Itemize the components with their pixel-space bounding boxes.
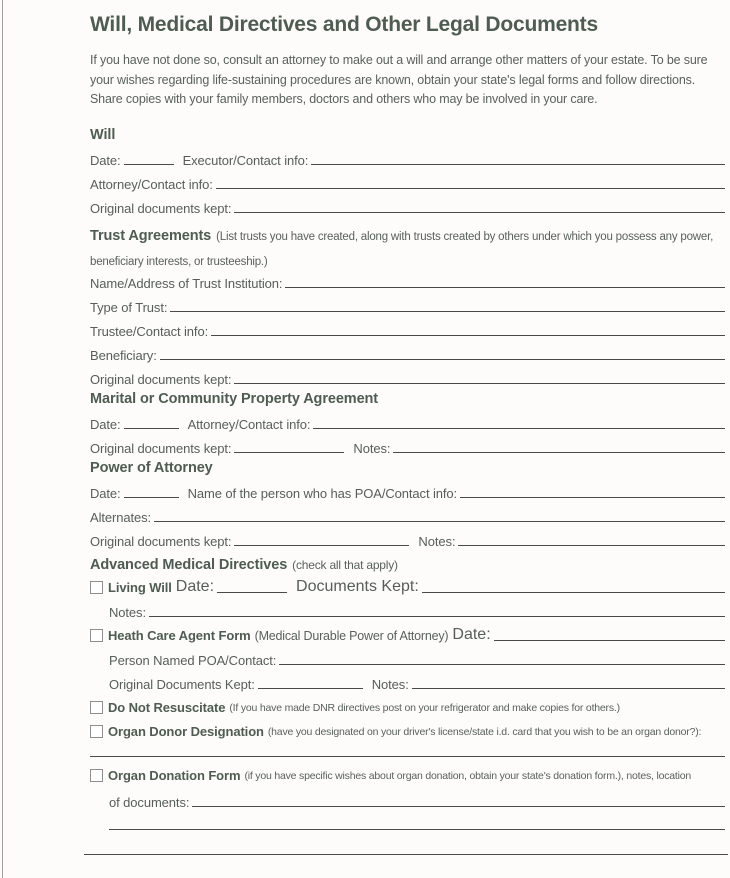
organ-donor-answer-row [90,741,725,761]
will-executor-label: Executor/Contact info: [182,152,309,168]
health-care-agent-docs-label: Original Documents Kept: [109,676,255,692]
marital-attorney-label: Attorney/Contact info: [187,416,311,432]
intro-line: your wishes regarding life-sustaining procedures are known, obtain your state's legal forms and follow directions. [90,72,696,87]
trust-type-label: Type of Trust: [90,299,168,315]
trust-beneficiary-label: Beneficiary: [90,347,157,363]
organ-donor-note: (have you designated on your driver's license/state i.d. card that you wish to be an organ donor?): [267,725,702,738]
poa-section-heading: Power of Attorney [90,459,213,476]
marital-original-docs-field[interactable] [234,452,344,453]
organ-donation-form-note: (if you have specific wishes about organ donation, obtain your state's donation form.), notes, location [244,769,692,782]
living-will-checkbox[interactable] [90,581,103,594]
dnr-note: (If you have made DNR directives post on your refrigerator and make copies for others.) [229,701,620,714]
health-care-agent-person-row [109,645,725,669]
organ-donation-of-documents-row [109,785,725,811]
dnr-row [90,693,725,717]
organ-donor-row [90,717,725,741]
poa-date-field[interactable] [124,497,179,498]
will-executor-field[interactable] [311,164,725,165]
amd-heading-note: (check all that apply) [292,557,398,572]
health-care-agent-notes-field[interactable] [412,688,725,689]
living-will-docs-kept-label: Documents Kept: [296,577,419,595]
intro-line: If you have not done so, consult an attorney to make out a will and arrange other matters of your estate. To be sure [90,53,708,67]
will-date-row [90,145,725,169]
living-will-label: Living Will [108,579,172,595]
organ-donor-label: Organ Donor Designation [108,723,264,739]
trust-type-field[interactable] [170,311,725,312]
trust-trustee-field[interactable] [211,335,725,336]
organ-donation-form-label: Organ Donation Form [108,767,241,783]
health-care-agent-row [90,621,725,645]
health-care-agent-checkbox[interactable] [90,629,103,642]
trust-heading-note: (List trusts you have created, along with trusts created by others under which you possess any power, [216,230,714,243]
organ-donation-notes-field[interactable] [109,829,725,830]
health-care-agent-docs-row [109,669,725,693]
will-date-label: Date: [90,152,121,168]
trust-trustee-label: Trustee/Contact info: [90,323,209,339]
health-care-agent-note: (Medical Durable Power of Attorney) [254,628,449,643]
intro-line: Share copies with your family members, doctors and others who may be involved in your care. [90,92,598,106]
trust-original-docs-row [90,364,725,388]
dnr-checkbox[interactable] [90,701,103,714]
will-attorney-field[interactable] [216,188,725,189]
health-care-agent-date-label: Date: [452,625,491,643]
health-care-agent-person-field[interactable] [279,664,725,665]
trust-name-address-row [90,268,725,292]
poa-original-docs-field[interactable] [234,545,409,546]
poa-alternates-row [90,502,725,526]
will-date-field[interactable] [124,164,174,165]
poa-person-field[interactable] [460,497,725,498]
trust-type-row [90,292,725,316]
amd-section-heading [90,552,725,573]
poa-date-label: Date: [90,485,121,501]
health-care-agent-label: Heath Care Agent Form [108,627,251,643]
living-will-date-field[interactable] [217,592,287,593]
trust-original-docs-label: Original documents kept: [90,371,232,387]
trust-trustee-row [90,316,725,340]
living-will-docs-kept-field[interactable] [422,592,725,593]
health-care-agent-docs-field[interactable] [258,688,363,689]
poa-notes-label: Notes: [418,533,456,549]
poa-original-docs-label: Original documents kept: [90,533,232,549]
bottom-notes-row [84,834,728,859]
trust-name-address-label: Name/Address of Trust Institution: [90,275,283,291]
living-will-notes-row [109,597,725,621]
of-documents-field[interactable] [192,806,725,807]
will-original-docs-row [90,193,725,217]
poa-alternates-label: Alternates: [90,509,152,525]
organ-donor-answer-field[interactable] [90,756,725,757]
living-will-notes-label: Notes: [109,604,146,620]
poa-date-row [90,478,725,502]
organ-donation-form-checkbox[interactable] [90,769,103,782]
trust-beneficiary-row [90,340,725,364]
marital-attorney-field[interactable] [313,428,725,429]
health-care-agent-person-label: Person Named POA/Contact: [109,652,277,668]
organ-donation-form-row [90,761,725,785]
marital-date-row [90,409,725,433]
marital-date-field[interactable] [124,428,179,429]
living-will-date-label: Date: [175,577,215,595]
health-care-agent-notes-label: Notes: [371,676,409,692]
living-will-notes-field[interactable] [149,616,725,617]
health-care-agent-date-field[interactable] [494,640,725,641]
bottom-notes-field[interactable] [84,854,728,855]
trust-section-heading [90,221,725,244]
poa-alternates-field[interactable] [154,521,725,522]
will-section-heading: Will [90,126,116,143]
amd-heading-text: Advanced Medical Directives [90,556,288,573]
marital-original-docs-label: Original documents kept: [90,440,232,456]
of-documents-label: of documents: [109,794,190,810]
scanned-page-edge [2,0,3,878]
organ-donor-checkbox[interactable] [90,725,103,738]
trust-name-address-field[interactable] [285,287,725,288]
marital-date-label: Date: [90,416,121,432]
will-attorney-row [90,169,725,193]
poa-person-label: Name of the person who has POA/Contact info: [187,485,458,501]
page-title: Will, Medical Directives and Other Legal Documents [90,13,598,36]
intro-paragraph [90,51,725,110]
will-attorney-label: Attorney/Contact info: [90,176,213,192]
trust-heading-text: Trust Agreements [90,227,212,244]
organ-donation-notes-row [109,811,725,834]
marital-original-docs-row [90,433,725,457]
marital-notes-field[interactable] [393,452,725,453]
dnr-label: Do Not Resuscitate [108,699,226,715]
living-will-row [90,573,725,597]
poa-notes-field[interactable] [458,545,725,546]
marital-section-heading: Marital or Community Property Agreement [90,390,379,407]
trust-beneficiary-field[interactable] [160,359,725,360]
will-original-docs-field[interactable] [234,212,725,213]
marital-notes-label: Notes: [353,440,391,456]
trust-heading-note-line2: beneficiary interests, or trusteeship.) [90,255,268,268]
trust-original-docs-field[interactable] [234,383,725,384]
will-original-docs-label: Original documents kept: [90,200,232,216]
poa-original-docs-row [90,526,725,550]
